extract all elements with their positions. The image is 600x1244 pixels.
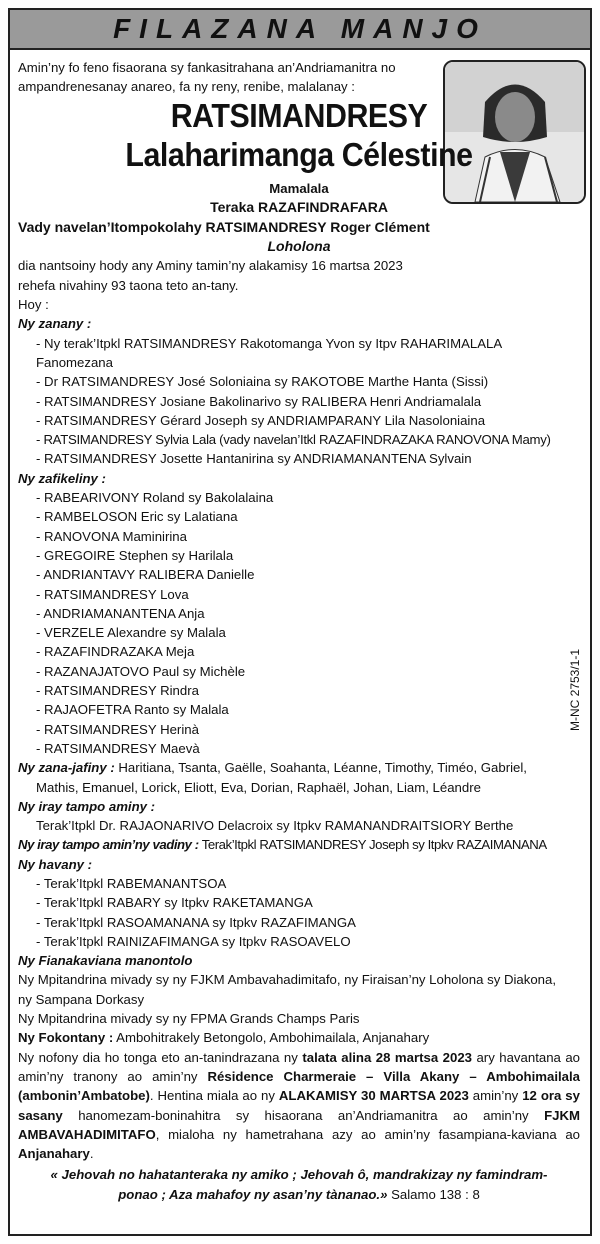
- list-item: - RATSIMANDRESY Herinà: [36, 721, 199, 737]
- notice-title: FILAZANA MANJO: [113, 13, 487, 44]
- notice-header: [10, 10, 590, 50]
- iray-tampo-vady-line: [18, 835, 580, 854]
- funeral-text: . Hentina miala ao ny: [149, 1088, 279, 1104]
- zanajafiny-names: Haritiana, Tsanta, Gaëlle, Soahanta, Léanne, Timothy, Timéo, Gabriel,: [114, 760, 527, 776]
- fianakaviana-heading: Ny Fianakaviana manontolo: [18, 953, 193, 969]
- list-item: - RATSIMANDRESY Rindra: [36, 683, 199, 699]
- list-item: - RATSIMANDRESY Sylvia Lala (vady navelan’Itkl RAZAFINDRAZAKA RANOVONA Mamy): [36, 432, 551, 448]
- deceased-spouse: Vady navelan’Itompokolahy RATSIMANDRESY Roger Clément: [18, 219, 430, 236]
- list-item: - RAZANAJATOVO Paul sy Michèle: [36, 663, 246, 679]
- zafikeliny-heading: Ny zafikeliny :: [18, 470, 106, 486]
- list-item: - Ny terak’Itpkl RATSIMANDRESY Rakotomanga Yvon sy Itpv RAHARIMALALA Fanomezana: [36, 335, 502, 370]
- death-line: rehefa nivahiny 93 taona teto an-tany.: [18, 277, 239, 293]
- fokontany-line: [18, 1028, 580, 1047]
- death-line: dia nantsoiny hody any Aminy tamin’ny alakamisy 16 martsa 2023: [18, 258, 403, 274]
- list-item: - ANDRIAMANANTENA Anja: [36, 605, 205, 621]
- havany-list: [18, 874, 580, 951]
- funeral-text: Ny nofony dia ho tonga eto an-tanindrazana ny: [18, 1049, 303, 1065]
- deceased-surname: RATSIMANDRESY: [170, 96, 428, 134]
- list-item: - RABEARIVONY Roland sy Bakolalaina: [36, 490, 274, 506]
- list-item: - RATSIMANDRESY Lova: [36, 586, 189, 602]
- deceased-title: Mamalala: [269, 180, 329, 196]
- list-item: - GREGOIRE Stephen sy Harilala: [36, 547, 234, 563]
- deceased-role: Loholona: [267, 238, 331, 255]
- quote-line: ponao ; Aza mahafoy ny asan’ny tànanao.»: [118, 1186, 388, 1202]
- hoy-label: Hoy :: [18, 297, 49, 313]
- zanajafiny-line: [18, 758, 580, 777]
- funeral-text: amin’ny: [468, 1088, 523, 1104]
- iray-tampo-line: Terak’Itpkl Dr. RAJAONARIVO Delacroix sy Itpkv RAMANANDRAITSIORY Berthe: [36, 818, 514, 834]
- list-item: - RAMBELOSON Eric sy Lalatiana: [36, 509, 238, 525]
- list-item: - RATSIMANDRESY Gérard Joseph sy ANDRIAMPARANY Lila Nasoloniaina: [36, 412, 486, 428]
- list-item: - Terak’Itpkl RASOAMANANA sy Itpkv RAZAFIMANGA: [36, 914, 356, 930]
- list-item: - RANOVONA Maminirina: [36, 528, 187, 544]
- list-item: - RATSIMANDRESY Maevà: [36, 740, 200, 756]
- funeral-text: .: [89, 1146, 94, 1162]
- fokontany-heading: Ny Fokontany :: [18, 1030, 114, 1046]
- zanajafiny-names-cont: Mathis, Emanuel, Lorick, Eliott, Eva, Dorian, Raphaël, Johan, Liam, Léandre: [36, 779, 481, 795]
- funeral-church: FJKM AMBAVAHADIMITAFO: [18, 1107, 580, 1142]
- iray-tampo-heading: Ny iray tampo aminy :: [18, 798, 156, 814]
- list-item: - RAJAOFETRA Ranto sy Malala: [36, 702, 229, 718]
- bible-quote: [18, 1165, 580, 1204]
- intro-line: Amin’ny fo feno fisaorana sy fankasitrahana an’Andriamanitra no: [18, 60, 396, 75]
- funeral-text: hanomezam-boninahitra sy hisaorana an’Andriamanitra ao amin’ny: [62, 1107, 545, 1123]
- funeral-date-arrival: talata alina 28 martsa 2023: [302, 1049, 472, 1065]
- funeral-date-departure: ALAKAMISY 30 MARTSA 2023: [278, 1088, 469, 1104]
- list-item: - Terak’Itpkl RABEMANANTSOA: [36, 875, 227, 891]
- list-item: - RAZAFINDRAZAKA Meja: [36, 644, 195, 660]
- zanany-list: [18, 334, 580, 469]
- deceased-given-names: Lalaharimanga Célestine: [125, 135, 473, 173]
- havany-heading: Ny havany :: [18, 856, 93, 872]
- list-item: - RATSIMANDRESY Josiane Bakolinarivo sy RALIBERA Henri Andriamalala: [36, 393, 482, 409]
- side-code: [565, 630, 585, 750]
- mpitandrina-line: Ny Mpitandrina mivady sy ny FJKM Ambavahadimitafo, ny Firaisan’ny Loholona sy Diakona,: [18, 972, 556, 988]
- mpitandrina-line: ny Sampana Dorkasy: [18, 991, 145, 1007]
- list-item: - ANDRIANTAVY RALIBERA Danielle: [36, 567, 255, 583]
- notice-body: [18, 58, 580, 1204]
- funeral-time: 12 ora sy sasany: [18, 1088, 580, 1123]
- deceased-birth-name: Teraka RAZAFINDRAFARA: [210, 198, 388, 215]
- intro-line: ampandrenesanay anareo, fa ny reny, renibe, malalanay :: [18, 79, 355, 95]
- funeral-burial-place: Anjanahary: [18, 1146, 90, 1162]
- zanajafiny-heading: Ny zana-jafiny :: [18, 760, 115, 776]
- funeral-residence: Résidence Charmeraie – Villa Akany – Ambohimailala (ambonin’Ambatobe): [18, 1068, 580, 1104]
- quote-line: « Jehovah no hahatanteraka ny amiko ; Jehovah ô, mandrakizay ny famindram-: [50, 1167, 548, 1183]
- zafikeliny-list: [18, 488, 580, 758]
- funeral-text: , mialoha ny hametrahana azy ao amin’ny fasampiana-kaviana ao: [155, 1126, 580, 1142]
- funeral-text: ary havantana ao amin’ny tranony ao amin’ny: [18, 1049, 581, 1084]
- zanany-heading: Ny zanany :: [18, 316, 92, 332]
- list-item: - VERZELE Alexandre sy Malala: [36, 625, 226, 641]
- list-item: - Terak’Itpkl RABARY sy Itpkv RAKETAMANGA: [36, 895, 313, 911]
- list-item: - RATSIMANDRESY Josette Hantanirina sy ANDRIAMANANTENA Sylvain: [36, 451, 472, 467]
- side-code-text: M-NC 2753/1-1: [568, 648, 582, 732]
- mpitandrina-line: Ny Mpitandrina mivady sy ny FPMA Grands Champs Paris: [18, 1011, 360, 1027]
- list-item: - Terak’Itpkl RAINIZAFIMANGA sy Itpkv RASOAVELO: [36, 933, 351, 949]
- quote-reference: Salamo 138 : 8: [387, 1186, 480, 1202]
- iray-tampo-vady-text: Terak’Itpkl RATSIMANDRESY Joseph sy Itpkv RAZAIMANANA: [198, 837, 547, 853]
- iray-tampo-vady-heading: Ny iray tampo amin’ny vadiny :: [18, 837, 199, 853]
- list-item: - Dr RATSIMANDRESY José Soloniaina sy RAKOTOBE Marthe Hanta (Sissi): [36, 374, 489, 390]
- fokontany-text: Ambohitrakely Betongolo, Ambohimailala, Anjanahary: [113, 1030, 430, 1046]
- funeral-paragraph: [18, 1048, 580, 1164]
